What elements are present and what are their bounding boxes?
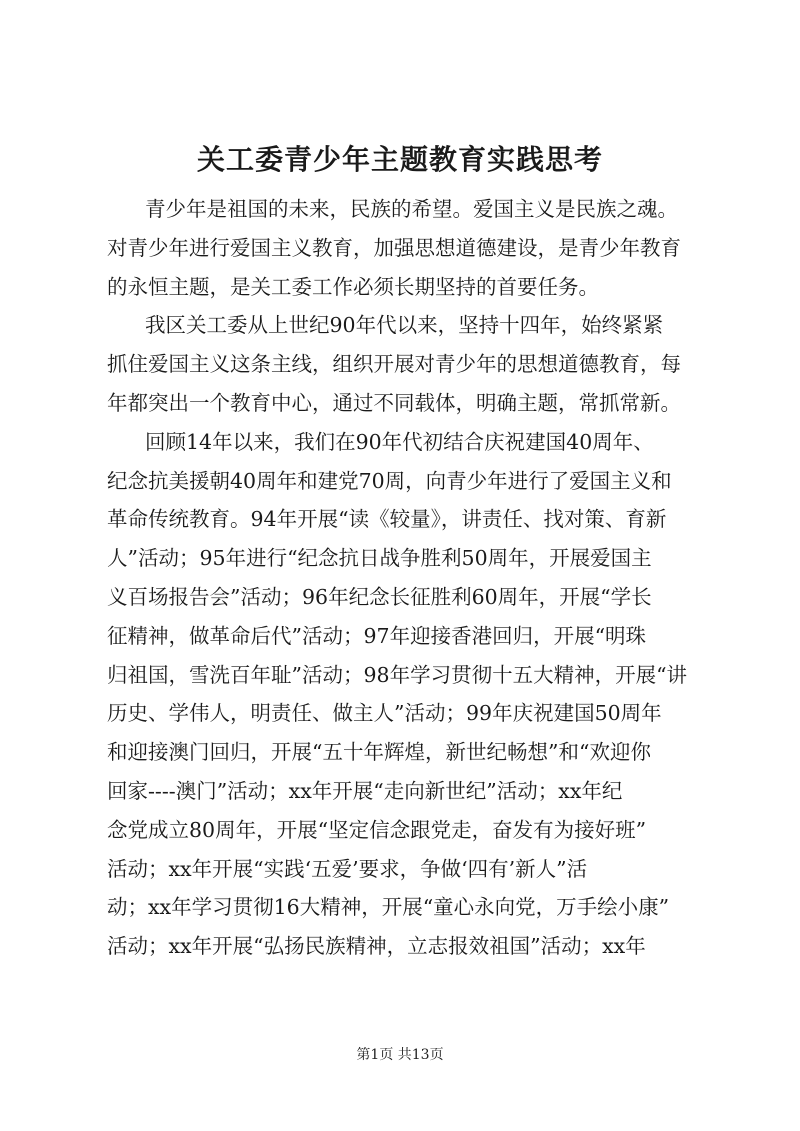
paragraph-2-line-1: 我区关工委从上世纪90年代以来，坚持十四年，始终紧紧 bbox=[145, 313, 664, 338]
paragraph-3-line-10: 回家----澳门”活动；xx年开展“走向新世纪”活动；xx年纪 bbox=[107, 778, 623, 803]
page-footer: 第1页 共13页 bbox=[356, 1047, 444, 1063]
paragraph-2-line-2: 抓住爱国主义这条主线，组织开展对青少年的思想道德教育，每 bbox=[107, 352, 681, 377]
paragraph-3-line-11: 念党成立80周年，开展“坚定信念跟党走，奋发有为接好班” bbox=[107, 817, 647, 842]
paragraph-3-line-8: 历史、学伟人，明责任、做主人”活动；99年庆祝建国50周年 bbox=[107, 701, 662, 726]
paragraph-3-line-5: 义百场报告会”活动；96年纪念长征胜利60周年，开展“学长 bbox=[107, 584, 652, 609]
paragraph-1-line-2: 对青少年进行爱国主义教育，加强思想道德建设，是青少年教育 bbox=[107, 235, 681, 260]
paragraph-3-line-7: 归祖国，雪洗百年耻”活动；98年学习贯彻十五大精神，开展“讲 bbox=[107, 662, 688, 687]
paragraph-3-line-3: 革命传统教育。94年开展“读《较量》，讲责任、找对策、育新 bbox=[107, 507, 667, 532]
paragraph-3-line-13: 动；xx年学习贯彻16大精神，开展“童心永向党，万手绘小康” bbox=[107, 895, 670, 920]
paragraph-3-line-14: 活动；xx年开展“弘扬民族精神，立志报效祖国”活动；xx年 bbox=[107, 934, 646, 959]
document-body bbox=[107, 190, 707, 966]
paragraph-3-line-4: 人”活动；95年进行“纪念抗日战争胜利50周年，开展爱国主 bbox=[107, 546, 652, 571]
paragraph-3-line-2: 纪念抗美援朝40周年和建党70周，向青少年进行了爱国主义和 bbox=[107, 468, 672, 493]
paragraph-1-line-3: 的永恒主题，是关工委工作必须长期坚持的首要任务。 bbox=[107, 274, 599, 299]
paragraph-2-line-3: 年都突出一个教育中心，通过不同载体，明确主题，常抓常新。 bbox=[107, 390, 681, 415]
document-title: 关工委青少年主题教育实践思考 bbox=[196, 143, 603, 176]
paragraph-3-line-9: 和迎接澳门回归，开展“五十年辉煌，新世纪畅想”和“欢迎你 bbox=[107, 740, 651, 765]
paragraph-3-line-1: 回顾14年以来，我们在90年代初结合庆祝建国40周年、 bbox=[145, 429, 654, 454]
paragraph-1-line-1: 青少年是祖国的未来，民族的希望。爱国主义是民族之魂。 bbox=[145, 197, 678, 221]
paragraph-3-line-6: 征精神，做革命后代”活动；97年迎接香港回归，开展“明珠 bbox=[107, 623, 647, 648]
paragraph-3-line-12: 活动；xx年开展“实践‘五爱’要求，争做‘四有’新人”活 bbox=[107, 856, 588, 881]
